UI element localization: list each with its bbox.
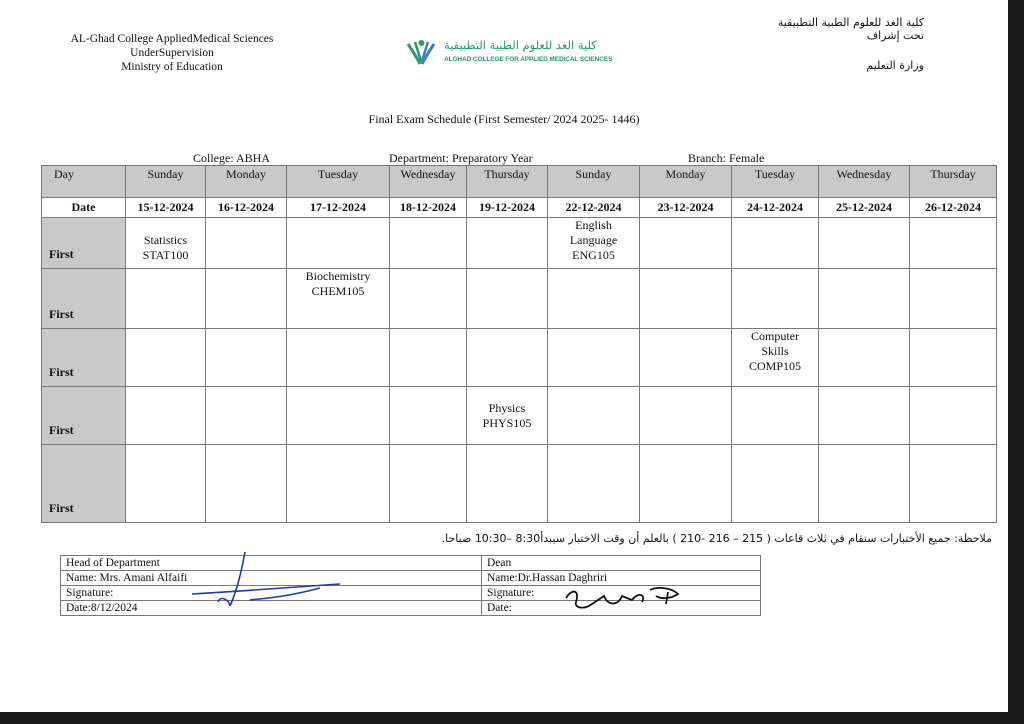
header-arabic-line: تحت إشراف bbox=[866, 29, 924, 42]
header-english-line: UnderSupervision bbox=[130, 47, 214, 59]
empty-cell bbox=[390, 329, 467, 387]
exam-cell-line: COMP105 bbox=[748, 359, 801, 373]
exam-cell-line: Skills bbox=[761, 344, 789, 358]
date-cell: 25-12-2024 bbox=[819, 198, 910, 218]
date-cell: 24-12-2024 bbox=[732, 198, 819, 218]
empty-cell bbox=[732, 445, 819, 523]
slot-label-cell: First bbox=[42, 218, 126, 269]
exam-cell-line: STAT100 bbox=[142, 248, 189, 262]
empty-cell bbox=[640, 445, 732, 523]
empty-cell bbox=[390, 218, 467, 269]
empty-cell bbox=[548, 387, 640, 445]
date-cell: 16-12-2024 bbox=[206, 198, 287, 218]
empty-cell bbox=[732, 269, 819, 329]
empty-cell bbox=[287, 445, 390, 523]
head-name: Name: Mrs. Amani Alfaifi bbox=[61, 571, 482, 586]
empty-cell bbox=[640, 329, 732, 387]
empty-cell bbox=[910, 269, 997, 329]
head-of-department-label: Head of Department bbox=[61, 556, 482, 571]
slot-label-cell: First bbox=[42, 329, 126, 387]
date-cell: 19-12-2024 bbox=[467, 198, 548, 218]
date-header-cell: Date bbox=[42, 198, 126, 218]
logo-arabic-text: كلية الغد للعلوم الطبية التطبيقية bbox=[444, 38, 597, 52]
exam-cell-line: PHYS105 bbox=[482, 416, 532, 430]
empty-cell bbox=[819, 269, 910, 329]
empty-cell bbox=[548, 329, 640, 387]
empty-cell bbox=[206, 269, 287, 329]
college-header-english bbox=[66, 32, 278, 74]
logo-emblem-icon bbox=[404, 38, 440, 68]
college-label: College: ABHA bbox=[193, 151, 270, 165]
head-date: Date:8/12/2024 bbox=[61, 601, 482, 616]
empty-cell bbox=[467, 269, 548, 329]
exam-cell-line: Physics bbox=[488, 401, 526, 415]
empty-cell bbox=[126, 329, 206, 387]
empty-cell bbox=[467, 445, 548, 523]
exam-cell bbox=[126, 218, 206, 269]
empty-cell bbox=[910, 387, 997, 445]
exam-slot-row bbox=[42, 387, 997, 445]
empty-cell bbox=[910, 445, 997, 523]
empty-cell bbox=[819, 218, 910, 269]
empty-cell bbox=[819, 445, 910, 523]
empty-cell bbox=[640, 269, 732, 329]
exam-cell-line: Language bbox=[569, 233, 618, 247]
day-cell: Monday bbox=[206, 166, 287, 198]
empty-cell bbox=[126, 269, 206, 329]
date-cell: 17-12-2024 bbox=[287, 198, 390, 218]
exam-cell bbox=[467, 387, 548, 445]
empty-cell bbox=[732, 387, 819, 445]
exam-cell bbox=[287, 269, 390, 329]
date-cell: 23-12-2024 bbox=[640, 198, 732, 218]
college-logo bbox=[404, 38, 613, 72]
dean-name: Name:Dr.Hassan Daghriri bbox=[482, 571, 761, 586]
day-cell: Monday bbox=[640, 166, 732, 198]
empty-cell bbox=[206, 387, 287, 445]
day-cell: Wednesday bbox=[390, 166, 467, 198]
empty-cell bbox=[640, 387, 732, 445]
empty-cell bbox=[732, 218, 819, 269]
header-english-line: AL-Ghad College AppliedMedical Sciences bbox=[70, 33, 274, 45]
empty-cell bbox=[467, 218, 548, 269]
empty-cell bbox=[910, 218, 997, 269]
dean-handwritten-signature bbox=[562, 582, 687, 614]
schedule-body bbox=[42, 218, 997, 523]
exam-slot-row bbox=[42, 329, 997, 387]
empty-cell bbox=[126, 445, 206, 523]
day-header-row bbox=[42, 166, 997, 198]
document-title: Final Exam Schedule (First Semester/ 2024 2025- 1446) bbox=[368, 112, 640, 126]
empty-cell bbox=[126, 387, 206, 445]
head-handwritten-signature bbox=[190, 548, 350, 613]
day-cell: Wednesday bbox=[819, 166, 910, 198]
head-signature-label: Signature: bbox=[61, 586, 482, 601]
slot-label-cell: First bbox=[42, 445, 126, 523]
exam-cell-line: ENG105 bbox=[572, 248, 615, 262]
exam-cell bbox=[732, 329, 819, 387]
empty-cell bbox=[390, 387, 467, 445]
date-cell: 26-12-2024 bbox=[910, 198, 997, 218]
header-arabic-line: وزارة التعليم bbox=[866, 59, 924, 72]
empty-cell bbox=[640, 218, 732, 269]
day-cell: Thursday bbox=[910, 166, 997, 198]
exam-schedule-table bbox=[41, 165, 997, 523]
empty-cell bbox=[206, 218, 287, 269]
exam-cell bbox=[548, 218, 640, 269]
college-header-arabic bbox=[774, 16, 924, 72]
exam-cell-line: CHEM105 bbox=[311, 284, 365, 298]
slot-label-cell: First bbox=[42, 269, 126, 329]
day-cell: Thursday bbox=[467, 166, 548, 198]
empty-cell bbox=[287, 329, 390, 387]
empty-cell bbox=[206, 445, 287, 523]
day-cell: Sunday bbox=[548, 166, 640, 198]
day-cell: Tuesday bbox=[287, 166, 390, 198]
empty-cell bbox=[390, 269, 467, 329]
exam-cell-line: Statistics bbox=[143, 233, 188, 247]
slot-label-cell: First bbox=[42, 387, 126, 445]
exam-slot-row bbox=[42, 269, 997, 329]
empty-cell bbox=[287, 218, 390, 269]
empty-cell bbox=[819, 329, 910, 387]
exam-slot-row bbox=[42, 445, 997, 523]
day-cell: Tuesday bbox=[732, 166, 819, 198]
empty-cell bbox=[467, 329, 548, 387]
date-cell: 22-12-2024 bbox=[548, 198, 640, 218]
empty-cell bbox=[819, 387, 910, 445]
header-english-line: Ministry of Education bbox=[121, 61, 223, 73]
exam-slot-row bbox=[42, 218, 997, 269]
exam-cell-line: Computer bbox=[751, 329, 799, 343]
branch-label: Branch: Female bbox=[688, 151, 765, 165]
empty-cell bbox=[548, 269, 640, 329]
dean-date: Date: bbox=[482, 601, 761, 616]
date-cell: 18-12-2024 bbox=[390, 198, 467, 218]
dean-label: Dean bbox=[482, 556, 761, 571]
dean-signature-label: Signature: bbox=[482, 586, 761, 601]
date-cell: 15-12-2024 bbox=[126, 198, 206, 218]
exam-cell-line: Biochemistry bbox=[305, 269, 371, 283]
empty-cell bbox=[548, 445, 640, 523]
exam-note: ملاحظة: جميع الأختبارات ستقام في ثلاث قاعات ( 215 – 216 -210 ) بالعلم أن وقت الاختبار سيبدأ8:30 –10:30 صباحا. bbox=[441, 532, 992, 545]
empty-cell bbox=[910, 329, 997, 387]
date-row bbox=[42, 198, 997, 218]
day-header-cell: Day bbox=[42, 166, 126, 198]
logo-english-text: ALGHAD COLLEGE FOR APPLIED MEDICAL SCIENCES bbox=[444, 56, 613, 63]
department-label: Department: Preparatory Year bbox=[389, 151, 533, 165]
exam-cell-line: English bbox=[575, 218, 612, 232]
empty-cell bbox=[206, 329, 287, 387]
day-cell: Sunday bbox=[126, 166, 206, 198]
empty-cell bbox=[287, 387, 390, 445]
header-arabic-line: كلية الغد للعلوم الطبية التطبيقية bbox=[777, 16, 924, 29]
empty-cell bbox=[390, 445, 467, 523]
